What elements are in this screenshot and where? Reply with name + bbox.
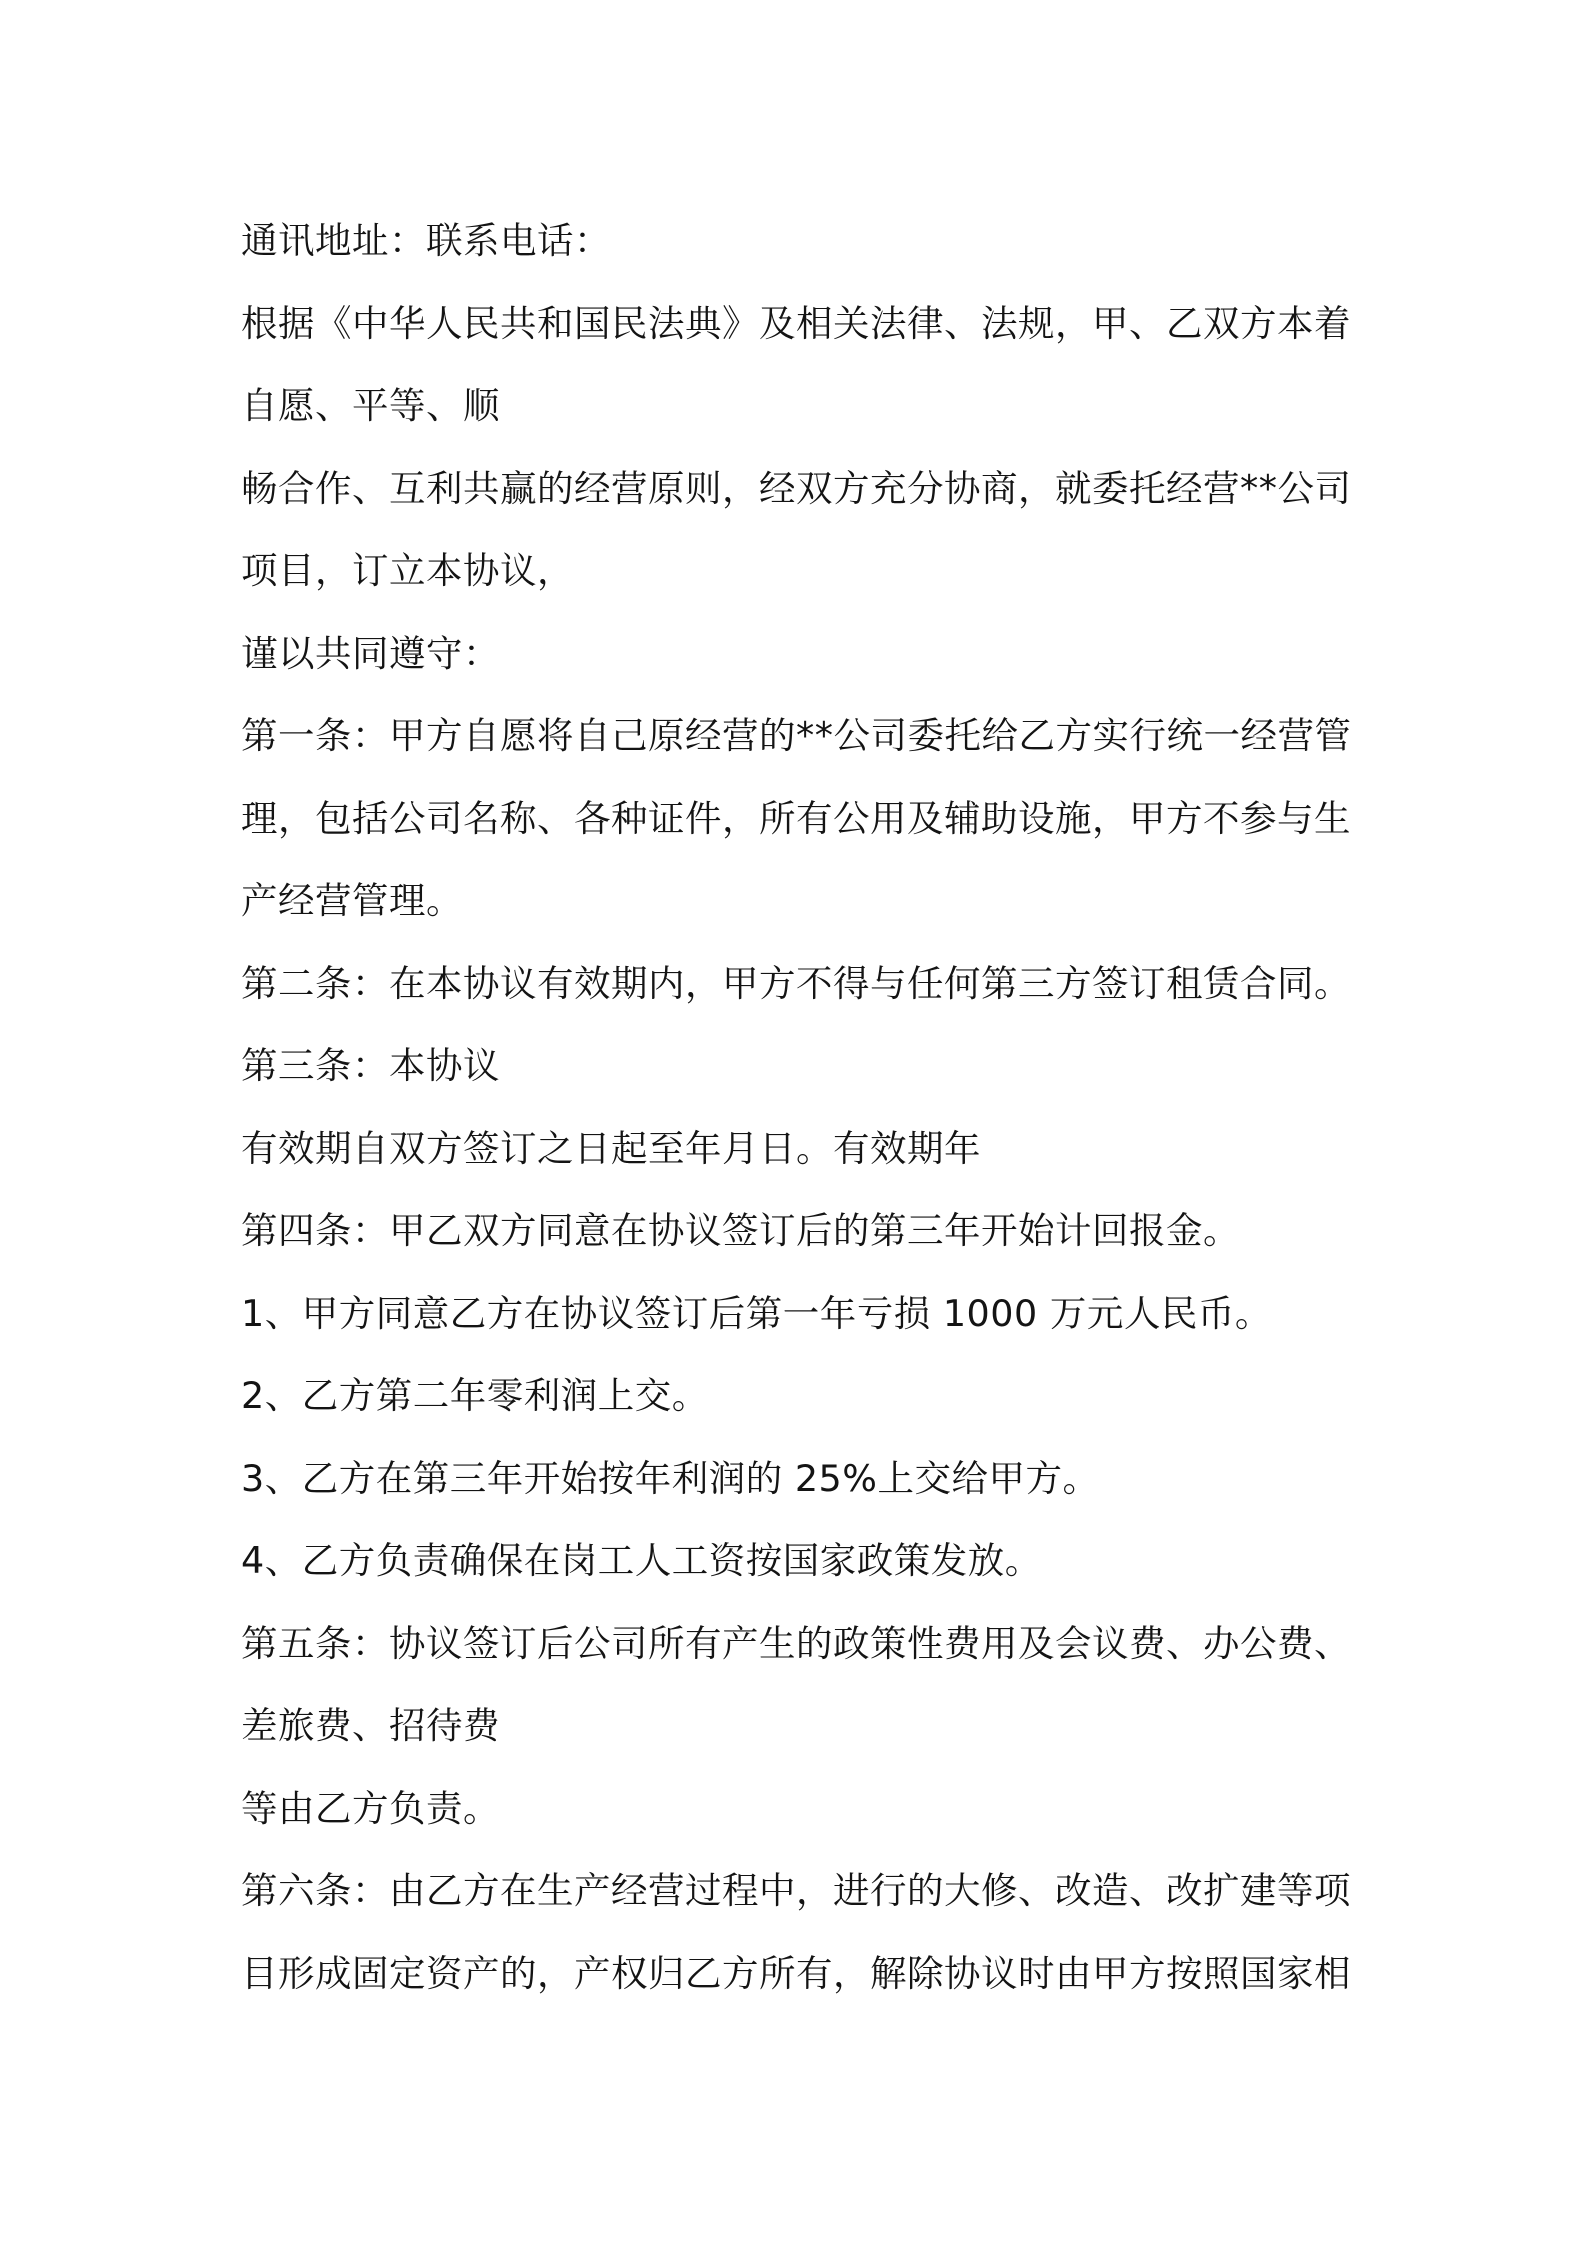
article-4-item: 3、乙方在第三年开始按年利润的 25%上交给甲方。	[241, 1456, 1100, 1500]
article-3-line: 有效期自双方签订之日起至年月日。有效期年	[241, 1126, 981, 1170]
preamble-line: 根据《中华人民共和国民法典》及相关法律、法规，甲、乙双方本着	[241, 301, 1351, 345]
article-4-line: 第四条：甲乙双方同意在协议签订后的第三年开始计回报金。	[241, 1209, 1240, 1252]
article-1-line: 产经营管理。	[241, 879, 463, 922]
article-5-line: 等由乙方负责。	[241, 1786, 500, 1830]
article-1-line: 理，包括公司名称、各种证件，所有公用及辅助设施，甲方不参与生	[241, 796, 1351, 840]
document-body	[241, 200, 1361, 2015]
preamble-line: 谨以共同遵守：	[241, 631, 500, 675]
preamble-line: 自愿、平等、顺	[241, 384, 500, 427]
article-4-item: 2、乙方第二年零利润上交。	[241, 1374, 709, 1417]
article-2-line: 第二条：在本协议有效期内，甲方不得与任何第三方签订租赁合同。	[241, 961, 1351, 1005]
preamble-line: 畅合作、互利共赢的经营原则，经双方充分协商，就委托经营**公司	[241, 466, 1352, 510]
article-6-line: 目形成固定资产的，产权归乙方所有，解除协议时由甲方按照国家相	[241, 1951, 1351, 1995]
preamble-line: 项目，订立本协议，	[241, 549, 574, 592]
article-5-line: 差旅费、招待费	[241, 1704, 500, 1747]
article-1-line: 第一条：甲方自愿将自己原经营的**公司委托给乙方实行统一经营管	[241, 714, 1352, 757]
article-3-line: 第三条：本协议	[241, 1044, 500, 1087]
article-5-line: 第五条：协议签订后公司所有产生的政策性费用及会议费、办公费、	[241, 1621, 1351, 1665]
contact-info-line: 通讯地址：联系电话：	[241, 219, 611, 262]
article-4-item: 4、乙方负责确保在岗工人工资按国家政策发放。	[241, 1539, 1042, 1582]
article-4-item: 1、甲方同意乙方在协议签订后第一年亏损 1000 万元人民币。	[241, 1291, 1272, 1335]
article-6-line: 第六条：由乙方在生产经营过程中，进行的大修、改造、改扩建等项	[241, 1869, 1351, 1912]
